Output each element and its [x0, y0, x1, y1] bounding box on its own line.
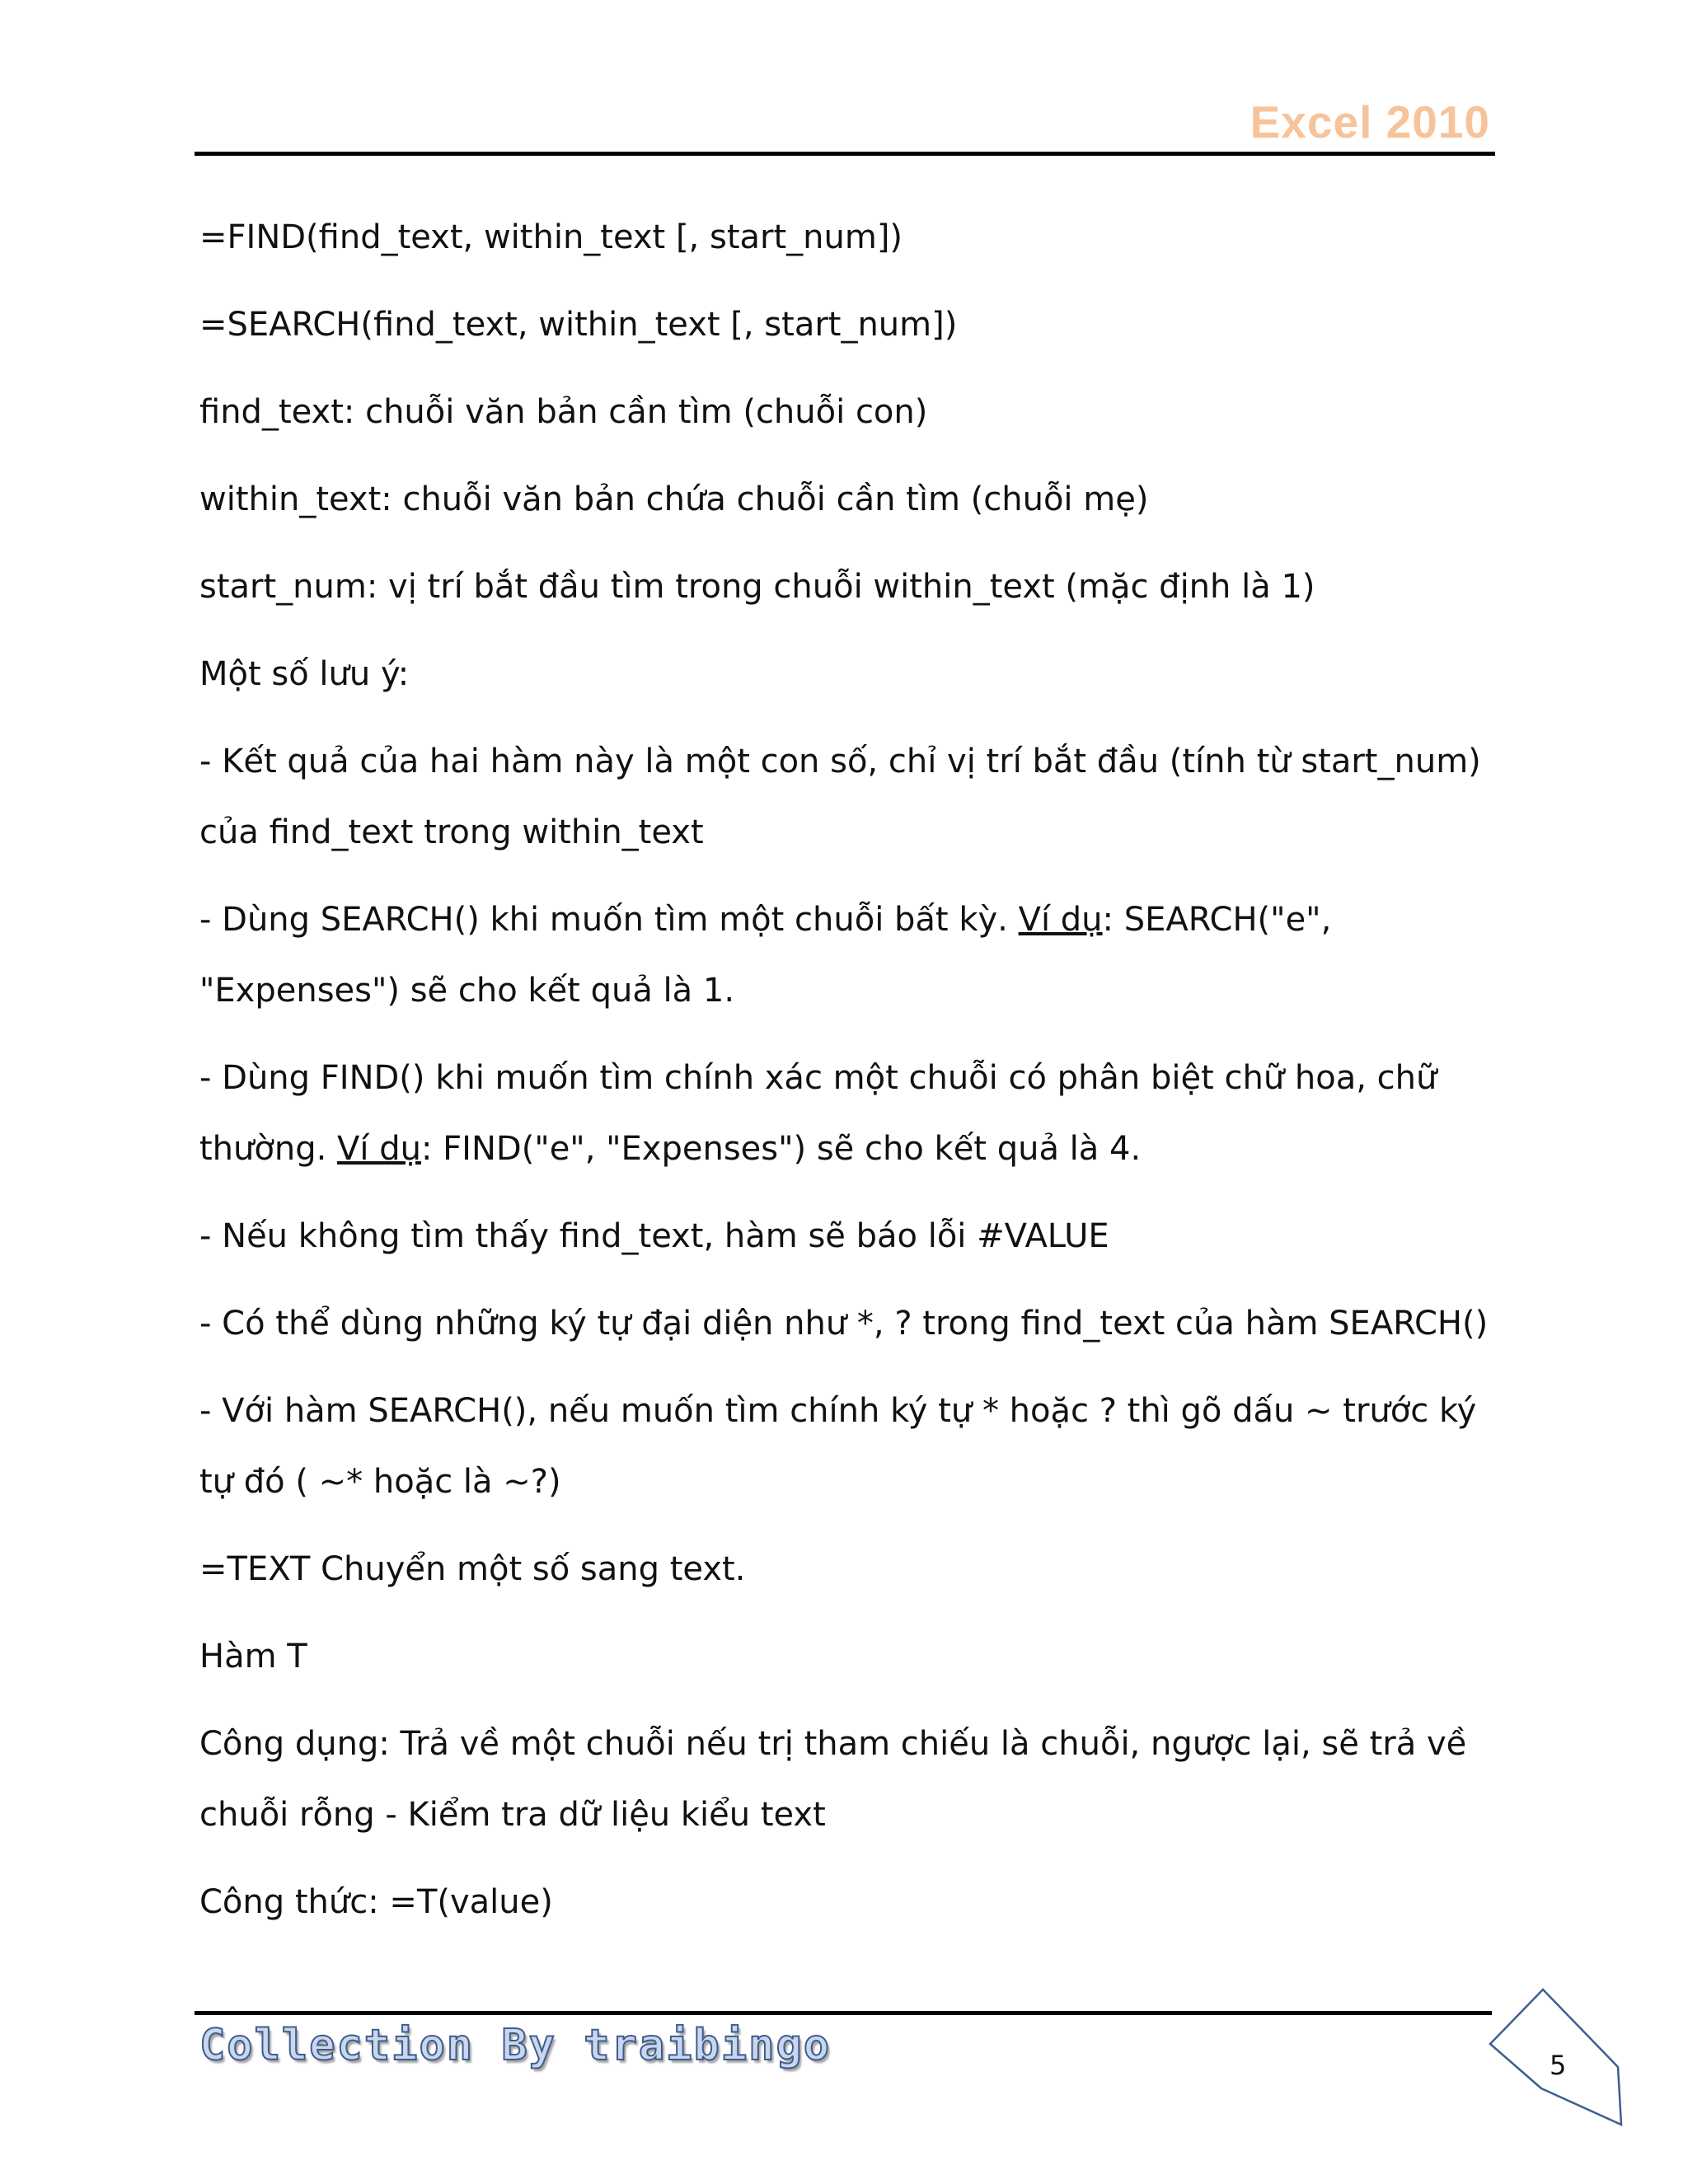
footer-divider	[195, 2011, 1492, 2015]
search-syntax-line: =SEARCH(find_text, within_text [, start_num])	[199, 306, 958, 344]
note-search-usage	[199, 884, 1502, 1026]
text-function-line: =TEXT Chuyển một số sang text.	[199, 1550, 746, 1588]
within-text-definition: within_text: chuỗi văn bản chứa chuỗi cần tìm (chuỗi mẹ)	[199, 480, 1149, 518]
t-function-formula: Công thức: =T(value)	[199, 1883, 553, 1921]
notes-heading: Một số lưu ý:	[199, 655, 410, 693]
document-header-title: Excel 2010	[1250, 96, 1490, 148]
note-find-text: - Dùng FIND() khi muốn tìm chính xác một chuỗi có phân biệt chữ hoa, chữ thường.	[199, 1059, 1437, 1168]
find-syntax-line: =FIND(find_text, within_text [, start_num])	[199, 218, 903, 256]
note-wildcards: - Có thể dùng những ký tự đại diện như *, ? trong find_text của hàm SEARCH()	[199, 1305, 1489, 1343]
note-value-error: - Nếu không tìm thấy find_text, hàm sẽ báo lỗi #VALUE	[199, 1217, 1109, 1255]
find-text-definition: find_text: chuỗi văn bản cần tìm (chuỗi con)	[199, 393, 928, 431]
footer-credit: Collection By traibingo	[199, 2021, 832, 2070]
example-label: Ví dụ	[337, 1130, 421, 1168]
header-divider	[195, 152, 1495, 156]
example-label: Ví dụ	[1018, 901, 1103, 939]
note-search-text: - Dùng SEARCH() khi muốn tìm một chuỗi bất kỳ.	[199, 901, 1019, 939]
t-function-purpose: Công dụng: Trả về một chuỗi nếu trị tham chiếu là chuỗi, ngược lại, sẽ trả về chuỗi rỗng - Kiểm tra dữ liệu kiểu text	[199, 1725, 1467, 1834]
t-function-heading: Hàm T	[199, 1638, 307, 1675]
start-num-definition: start_num: vị trí bắt đầu tìm trong chuỗi within_text (mặc định là 1)	[199, 568, 1315, 606]
note-find-usage	[199, 1043, 1502, 1184]
note-escape-wildcards: - Với hàm SEARCH(), nếu muốn tìm chính ký tự * hoặc ? thì gõ dấu ~ trước ký tự đó ( ~* hoặc là ~?)	[199, 1392, 1477, 1501]
document-body	[199, 202, 1502, 1954]
page-number: 5	[1550, 2050, 1567, 2081]
note-find-example: : FIND("e", "Expenses") sẽ cho kết quả là 4.	[420, 1130, 1142, 1168]
note-search-example: : SEARCH("e", "Expenses") sẽ cho kết quả là 1.	[199, 901, 1332, 1010]
note-result: - Kết quả của hai hàm này là một con số, chỉ vị trí bắt đầu (tính từ start_num) của find_text trong within_text	[199, 743, 1481, 851]
